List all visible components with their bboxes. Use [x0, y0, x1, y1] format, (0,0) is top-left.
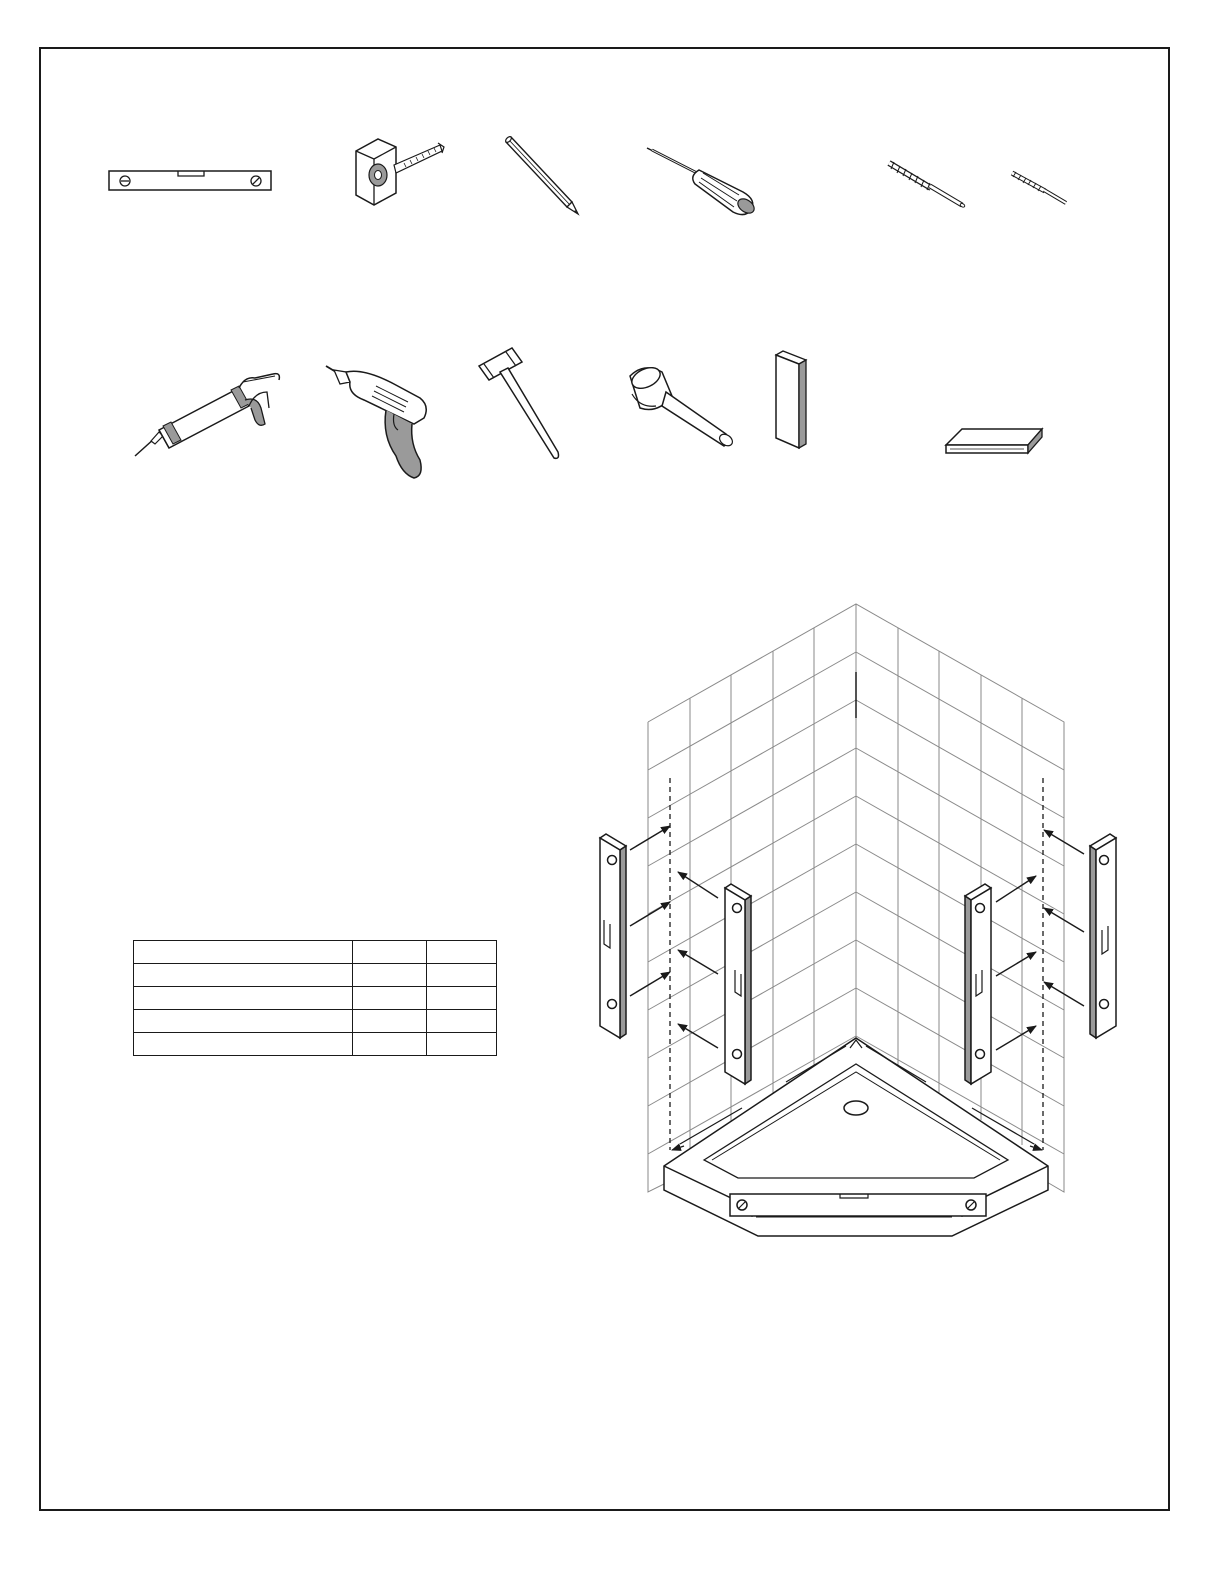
- vertical-level-right-outer: [1090, 834, 1116, 1038]
- table-cell: [134, 987, 353, 1010]
- vertical-level-left-outer: [600, 834, 626, 1038]
- table-cell: [426, 964, 496, 987]
- wood-block-flat-icon: [944, 425, 1046, 457]
- table-cell: [353, 1010, 426, 1033]
- table-cell: [134, 964, 353, 987]
- vertical-level-left-inner: [725, 884, 751, 1084]
- spirit-level-on-tray: [730, 1194, 986, 1216]
- table-cell: [134, 1033, 353, 1056]
- drill-bit-small-icon: [1009, 169, 1071, 209]
- table-row: [134, 964, 497, 987]
- table-cell: [426, 1033, 496, 1056]
- installation-diagram: [580, 598, 1120, 1253]
- table-cell: [426, 1010, 496, 1033]
- table-row: [134, 1033, 497, 1056]
- hammer-icon: [476, 342, 566, 462]
- pencil-icon: [500, 134, 585, 219]
- table-cell: [353, 964, 426, 987]
- table-cell: [426, 941, 496, 964]
- table-cell: [134, 1010, 353, 1033]
- table-cell: [426, 987, 496, 1010]
- table-cell: [353, 941, 426, 964]
- table-cell: [353, 1033, 426, 1056]
- table-cell: [353, 987, 426, 1010]
- vertical-level-right-inner: [965, 884, 991, 1084]
- table-cell: [134, 941, 353, 964]
- table-row: [134, 941, 497, 964]
- wood-block-upright-icon: [773, 350, 809, 450]
- caulking-gun-icon: [133, 370, 283, 460]
- rubber-mallet-icon: [622, 362, 734, 458]
- table-row: [134, 1010, 497, 1033]
- placement-arrows: [630, 826, 1084, 1050]
- drill-bit-large-icon: [886, 158, 968, 210]
- spirit-level-icon: [108, 168, 273, 194]
- power-drill-icon: [324, 364, 434, 484]
- table-row: [134, 987, 497, 1010]
- tape-measure-icon: [348, 133, 448, 213]
- spec-table: [133, 940, 497, 1056]
- screwdriver-icon: [643, 140, 763, 220]
